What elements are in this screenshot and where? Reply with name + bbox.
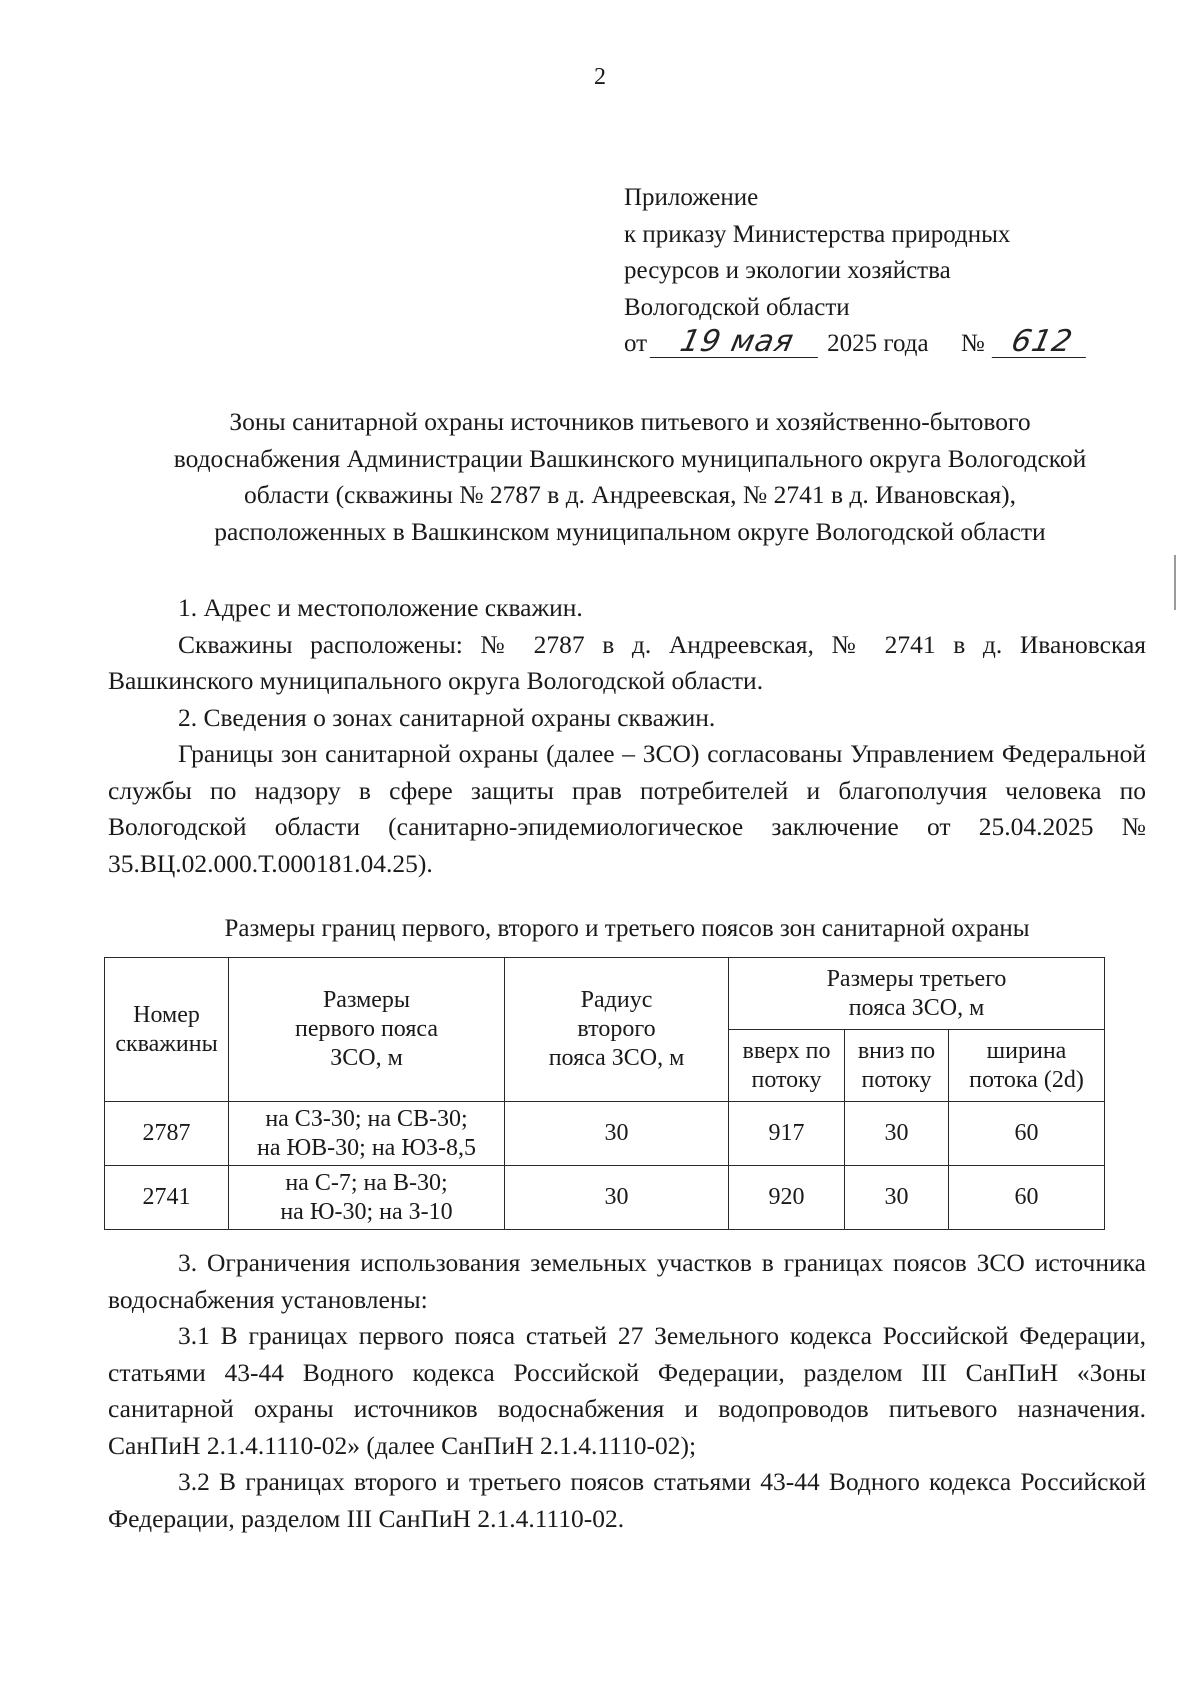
table-row	[105, 1166, 1105, 1230]
handwritten-date: 19 мая	[650, 327, 825, 358]
title-line-4: расположенных в Вашкинском муниципальном округе Вологодской области	[214, 516, 1046, 546]
section-3	[108, 1245, 1146, 1537]
cell-upstream: 917	[729, 1102, 845, 1166]
cell-radius: 30	[505, 1102, 729, 1166]
table-header-row-1	[105, 958, 1105, 1030]
cell-width: 60	[949, 1102, 1105, 1166]
title-line-3: области (скважины № 2787 в д. Андреевская, № 2741 в д. Ивановская),	[243, 480, 1017, 509]
page-number: 2	[594, 64, 606, 90]
header-upstream: вверх по потоку	[729, 1030, 845, 1102]
cell-downstream: 30	[845, 1102, 949, 1166]
cell-upstream: 920	[729, 1166, 845, 1230]
header-flow-width: ширина потока (2d)	[949, 1030, 1105, 1102]
approval-line-1: Приложение	[624, 184, 759, 211]
cell-well: 2741	[105, 1166, 229, 1230]
header-third-belt: Размеры третьего пояса ЗСО, м	[729, 958, 1105, 1030]
cell-radius: 30	[505, 1166, 729, 1230]
approval-date-line	[624, 326, 1089, 363]
header-downstream: вниз по потоку	[845, 1030, 949, 1102]
handwritten-number: 612	[991, 327, 1092, 358]
section-3-2-text: 3.2 В границах второго и третьего поясов статьями 43-44 Водного кодекса Российской Федерации, разделом III СанПиН 2.1.4.1110-02.	[108, 1467, 1146, 1533]
title-line-2: водоснабжения Администрации Вашкинского муниципального округа Вологодской	[173, 443, 1087, 473]
section-1-text: Скважины расположены: № 2787 в д. Андреевская, № 2741 в д. Ивановская Вашкинского муниципального округа Вологодской области.	[108, 629, 1146, 695]
year-label: 2025 года	[827, 330, 929, 357]
header-first-belt: Размеры первого пояса ЗСО, м	[229, 958, 505, 1102]
number-label: №	[960, 330, 985, 357]
section-3-text: 3. Ограничения использования земельных участков в границах поясов ЗСО источника водоснабжения установлены:	[108, 1248, 1146, 1314]
section-3-1-text: 3.1 В границах первого пояса статьей 27 Земельного кодекса Российской Федерации, статьями 43-44 Водного кодекса Российской Федерации, разделом III СанПиН «Зоны санитарной охраны источников водоснабжения и водопроводов питьевого назначения. СанПиН 2.1.4.1110-02» (далее СанПиН 2.1.4.1110-02);	[108, 1321, 1146, 1460]
cell-first-belt: на СЗ-30; на СВ-30; на ЮВ-30; на ЮЗ-8,5	[229, 1102, 505, 1166]
approval-line-3: ресурсов и экологии хозяйства	[624, 257, 951, 284]
approval-block	[624, 180, 1089, 363]
section-2-heading: 2. Сведения о зонах санитарной охраны скважин.	[178, 702, 716, 732]
cell-well: 2787	[105, 1102, 229, 1166]
margin-mark	[1174, 555, 1176, 610]
title-line-1: Зоны санитарной охраны источников питьевого и хозяйственно-бытового	[229, 407, 1031, 436]
header-well-number: Номер скважины	[105, 958, 229, 1102]
approval-line-2: к приказу Министерства природных	[624, 220, 1011, 248]
from-label: от	[624, 330, 648, 357]
approval-line-4: Вологодской области	[624, 293, 850, 321]
section-2-text: Границы зон санитарной охраны (далее – ЗСО) согласованы Управлением Федеральной службы по надзору в сфере защиты прав потребителей и благополучия человека по Вологодской области (санитарно-эпидемиологическое заключение от 25.04.2025 № 35.ВЦ.02.000.Т.000181.04.25).	[108, 739, 1146, 878]
header-second-radius: Радиус второго пояса ЗСО, м	[505, 958, 729, 1102]
section-1-heading: 1. Адрес и местоположение скважин.	[178, 593, 583, 622]
sections-1-2	[108, 590, 1146, 882]
table-caption: Размеры границ первого, второго и третьего поясов зон санитарной охраны	[224, 915, 1030, 942]
cell-first-belt: на С-7; на В-30; на Ю-30; на З-10	[229, 1166, 505, 1230]
table-row	[105, 1102, 1105, 1166]
zso-table	[104, 957, 1105, 1230]
document-title	[100, 404, 1160, 550]
cell-width: 60	[949, 1166, 1105, 1230]
cell-downstream: 30	[845, 1166, 949, 1230]
